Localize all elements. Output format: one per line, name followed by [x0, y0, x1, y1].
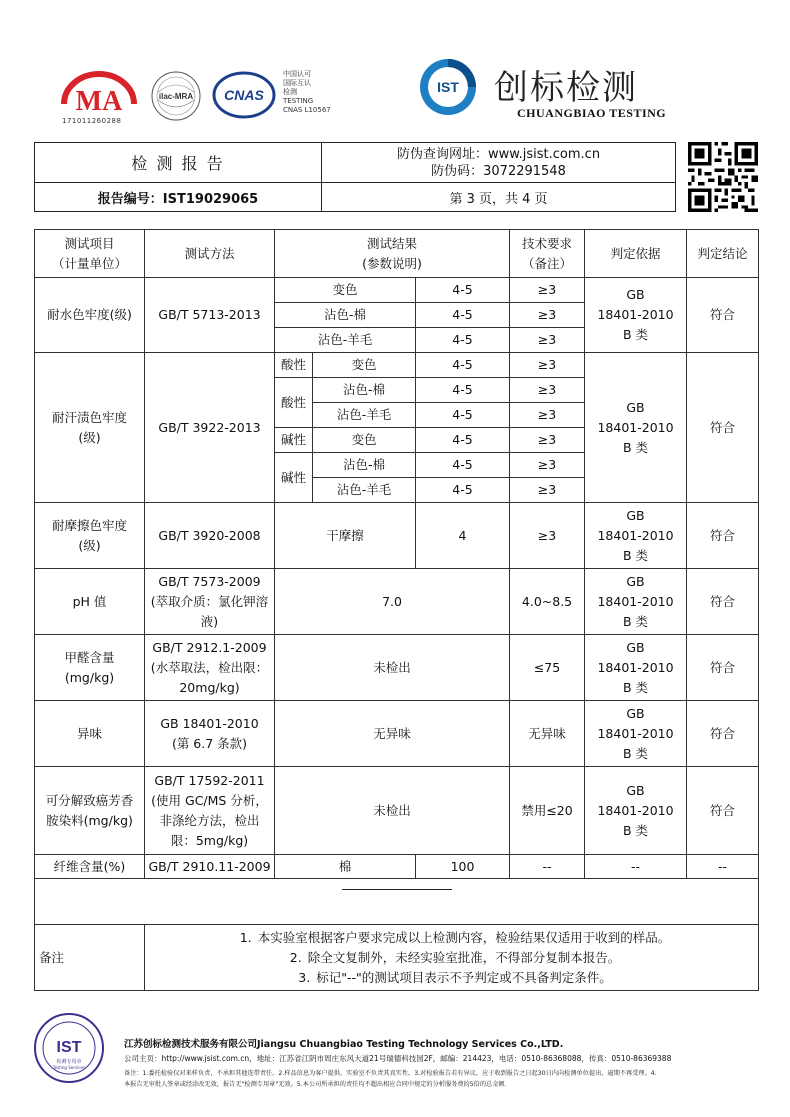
remarks-content: [145, 925, 759, 991]
table-row: 沾色-棉 4-5 ≥3: [35, 303, 759, 328]
col-header-method: 测试方法: [145, 230, 275, 278]
footer-note-line2: 本报告无审批人签章或经涂改无效，报告无"检测专用章"无效。5.本公司所承担的责任均不超出相应合同中规定的分析服务费的5倍的总金额.: [124, 1081, 507, 1088]
table-row: 纤维含量(%) GB/T 2910.11-2009 棉 100 -- -- --: [35, 855, 759, 879]
cma-number: 171011260288: [62, 117, 122, 125]
item-fiber: 纤维含量(%): [35, 855, 145, 879]
footer-note-line1: 备注：1.委托检验仅对来样负责，不承担其他连带责任。2.样品信息为客户提供，实验室不负责其真实性。3.对检验报告若有异议，应于收到报告之日起30日内向检测单位提出，逾期不再受理。4.: [124, 1070, 657, 1077]
col-header-item: 测试项目 （计量单位）: [35, 230, 145, 278]
report-number: 报告编号：IST19029065: [35, 183, 322, 211]
table-row: 异味 GB 18401-2010 (第 6.7 条款) 无异味 无异味 GB 18401-2010 B 类 符合: [35, 701, 759, 767]
verify-info: [322, 143, 675, 183]
svg-text:ilac-MRA: ilac-MRA: [158, 92, 194, 101]
svg-text:CNAS: CNAS: [224, 87, 264, 103]
table-row: 耐摩擦色牢度 (级) GB/T 3920-2008 干摩擦 4 ≥3 GB 18401-2010 B 类 符合: [35, 503, 759, 569]
table-row: pH 值 GB/T 7573-2009 (萃取介质：氯化钾溶 液) 7.0 4.0~8.5 GB 18401-2010 B 类 符合: [35, 569, 759, 635]
item-water-fastness: 耐水色牢度(级): [35, 278, 145, 353]
method-water: GB/T 5713-2013: [145, 278, 275, 353]
remark-item: 2. 除全文复制外，未经实验室批准，不得部分复制本报告。: [289, 949, 621, 965]
item-rub-fastness: 耐摩擦色牢度 (级): [35, 503, 145, 569]
conclusion-sweat: 符合: [687, 353, 759, 503]
ilac-mra-logo: [150, 70, 202, 122]
remark-item: 1. 本实验室根据客户要求完成以上检测内容，检验结果仅适用于收到的样品。: [239, 929, 671, 945]
table-row: 可分解致癌芳香 胺染料(mg/kg) GB/T 17592-2011 (使用 GC/MS 分析， 非涤纶方法，检出 限：5mg/kg) 未检出 禁用≤20 GB 18401-2010 B 类 符合: [35, 767, 759, 855]
test-results-table: [34, 229, 759, 991]
table-row: 沾色-羊毛 4-5 ≥3: [35, 478, 759, 503]
table-row: 耐水色牢度(级) GB/T 5713-2013 变色 4-5 ≥3 GB 18401-2010 B 类 符合: [35, 278, 759, 303]
page-info: 第 3 页，共 4 页: [449, 191, 548, 207]
col-header-requirement: 技术要求 （备注）: [510, 230, 585, 278]
verify-url: 防伪查询网址：www.jsist.com.cn: [396, 146, 601, 162]
verify-code: 防伪码：3072291548: [431, 163, 566, 179]
remarks-label: 备注: [35, 925, 145, 991]
footer-contact: 公司主页：http://www.jsist.com.cn，地址：江苏省江阴市周庄东风大道21号瑞德科技园2F，邮编：214423，电话：0510-86368088，传真：0510-86369388: [124, 1054, 672, 1063]
remarks-row: [35, 925, 759, 991]
basis-water: GB 18401-2010 B 类: [585, 278, 687, 353]
item-odor: 异味: [35, 701, 145, 767]
col-header-basis: 判定依据: [585, 230, 687, 278]
table-row: 沾色-羊毛 4-5 ≥3: [35, 328, 759, 353]
table-header-row: [35, 230, 759, 278]
end-marker-row: [35, 879, 759, 925]
brand-name-en: CHUANGBIAO TESTING: [517, 106, 667, 120]
qr-code: [688, 142, 758, 212]
method-sweat: GB/T 3922-2013: [145, 353, 275, 503]
ist-logo: [418, 57, 478, 117]
svg-text:MA: MA: [75, 86, 123, 117]
svg-text:检测专用章: 检测专用章: [56, 1059, 82, 1065]
svg-text:IST: IST: [437, 79, 459, 95]
item-formaldehyde: 甲醛含量 (mg/kg): [35, 635, 145, 701]
table-row: 沾色-羊毛 4-5 ≥3: [35, 403, 759, 428]
table-row: 碱性 沾色-棉 4-5 ≥3: [35, 453, 759, 478]
ist-seal: [33, 1012, 105, 1084]
item-amine: 可分解致癌芳香 胺染料(mg/kg): [35, 767, 145, 855]
table-row: 甲醛含量 (mg/kg) GB/T 2912.1-2009 (水萃取法，检出限： 20mg/kg) 未检出 ≤75 GB 18401-2010 B 类 符合: [35, 635, 759, 701]
svg-text:Testing Services: Testing Services: [52, 1065, 86, 1070]
table-row: 耐汗渍色牢度 (级) GB/T 3922-2013 酸性 变色 4-5 ≥3 GB 18401-2010 B 类 符合: [35, 353, 759, 378]
svg-text:IST: IST: [56, 1039, 82, 1056]
report-header: [34, 142, 676, 212]
item-sweat-fastness: 耐汗渍色牢度 (级): [35, 353, 145, 503]
conclusion-water: 符合: [687, 278, 759, 353]
col-header-conclusion: 判定结论: [687, 230, 759, 278]
end-line: [342, 889, 452, 890]
basis-sweat: GB 18401-2010 B 类: [585, 353, 687, 503]
col-header-result: 测试结果 (参数说明): [275, 230, 510, 278]
remark-item: 3. 标记"--"的测试项目表示不予判定或不具备判定条件。: [298, 969, 612, 985]
cnas-logo: [212, 70, 276, 120]
brand-name-cn: 创标检测: [494, 68, 638, 108]
table-row: 酸性 沾色-棉 4-5 ≥3: [35, 378, 759, 403]
cnas-accreditation-text: 中国认可 国际互认 检测 TESTING CNAS L10567: [283, 70, 331, 114]
item-ph: pH 值: [35, 569, 145, 635]
footer-company: 江苏创标检测技术服务有限公司Jiangsu Chuangbiao Testing Technology Services Co.,LTD.: [124, 1039, 564, 1050]
table-row: 碱性 变色 4-5 ≥3: [35, 428, 759, 453]
report-title: 检 测 报 告: [35, 143, 322, 183]
